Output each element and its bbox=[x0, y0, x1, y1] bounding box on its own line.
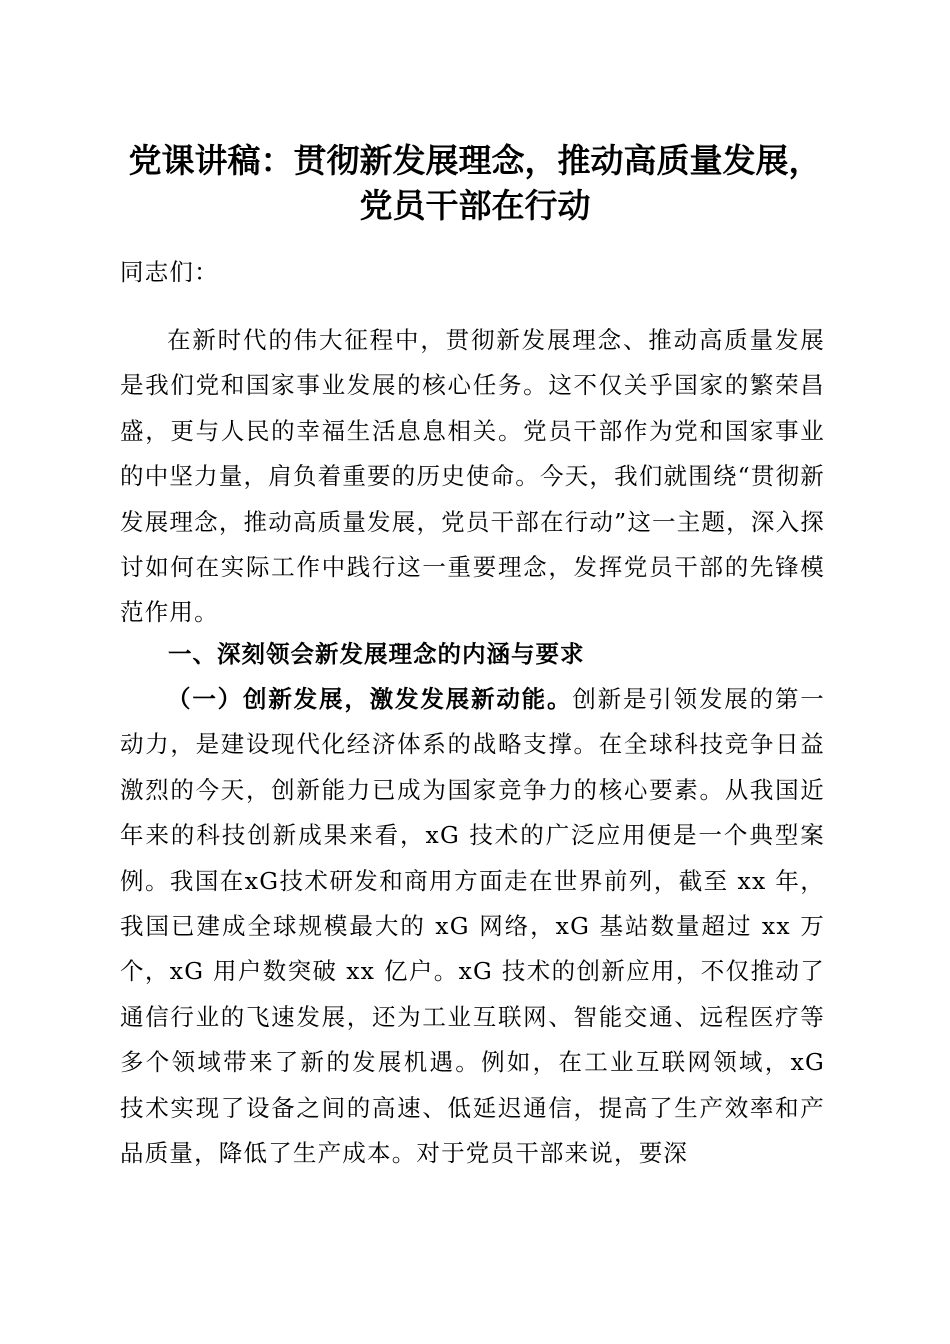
subsection-text: 创新是引领发展的第一动力，是建设现代化经济体系的战略支撑。在全球科技竞争日益激烈的今天，创新能力已成为国家竞争力的核心要素。从我国近年来的科技创新成果来看，xG 技术的广泛应用便是一个典型案例。我国在xG技术研发和商用方面走在世界前列，截至 xx 年，我国已建成全球规模最大的 xG 网络，xG 基站数量超过 xx 万个，xG 用户数突破 xx 亿户。xG 技术的创新应用，不仅推动了通信行业的飞速发展，还为工业互联网、智能交通、远程医疗等多个领域带来了新的发展机遇。例如，在工业互联网领域，xG 技术实现了设备之间的高速、低延迟通信，提高了生产效率和产品质量，降低了生产成本。对于党员干部来说，要深 bbox=[120, 685, 825, 1168]
section-heading: 一、深刻领会新发展理念的内涵与要求 bbox=[168, 640, 585, 668]
subsection-lead: （一）创新发展，激发发展新动能。 bbox=[167, 685, 573, 713]
subsection-paragraph bbox=[120, 677, 825, 1176]
document-title-line-2: 党员干部在行动 bbox=[359, 186, 591, 225]
salutation: 同志们： bbox=[120, 258, 219, 286]
document-title-line-1: 党课讲稿：贯彻新发展理念，推动高质量发展， bbox=[128, 141, 822, 180]
intro-paragraph: 在新时代的伟大征程中，贯彻新发展理念、推动高质量发展是我们党和国家事业发展的核心任务。这不仅关乎国家的繁荣昌盛，更与人民的幸福生活息息相关。党员干部作为党和国家事业的中坚力量，肩负着重要的历史使命。今天，我们就围绕“贯彻新发展理念，推动高质量发展，党员干部在行动”这一主题，深入探讨如何在实际工作中践行这一重要理念，发挥党员干部的先锋模范作用。 bbox=[120, 326, 825, 627]
